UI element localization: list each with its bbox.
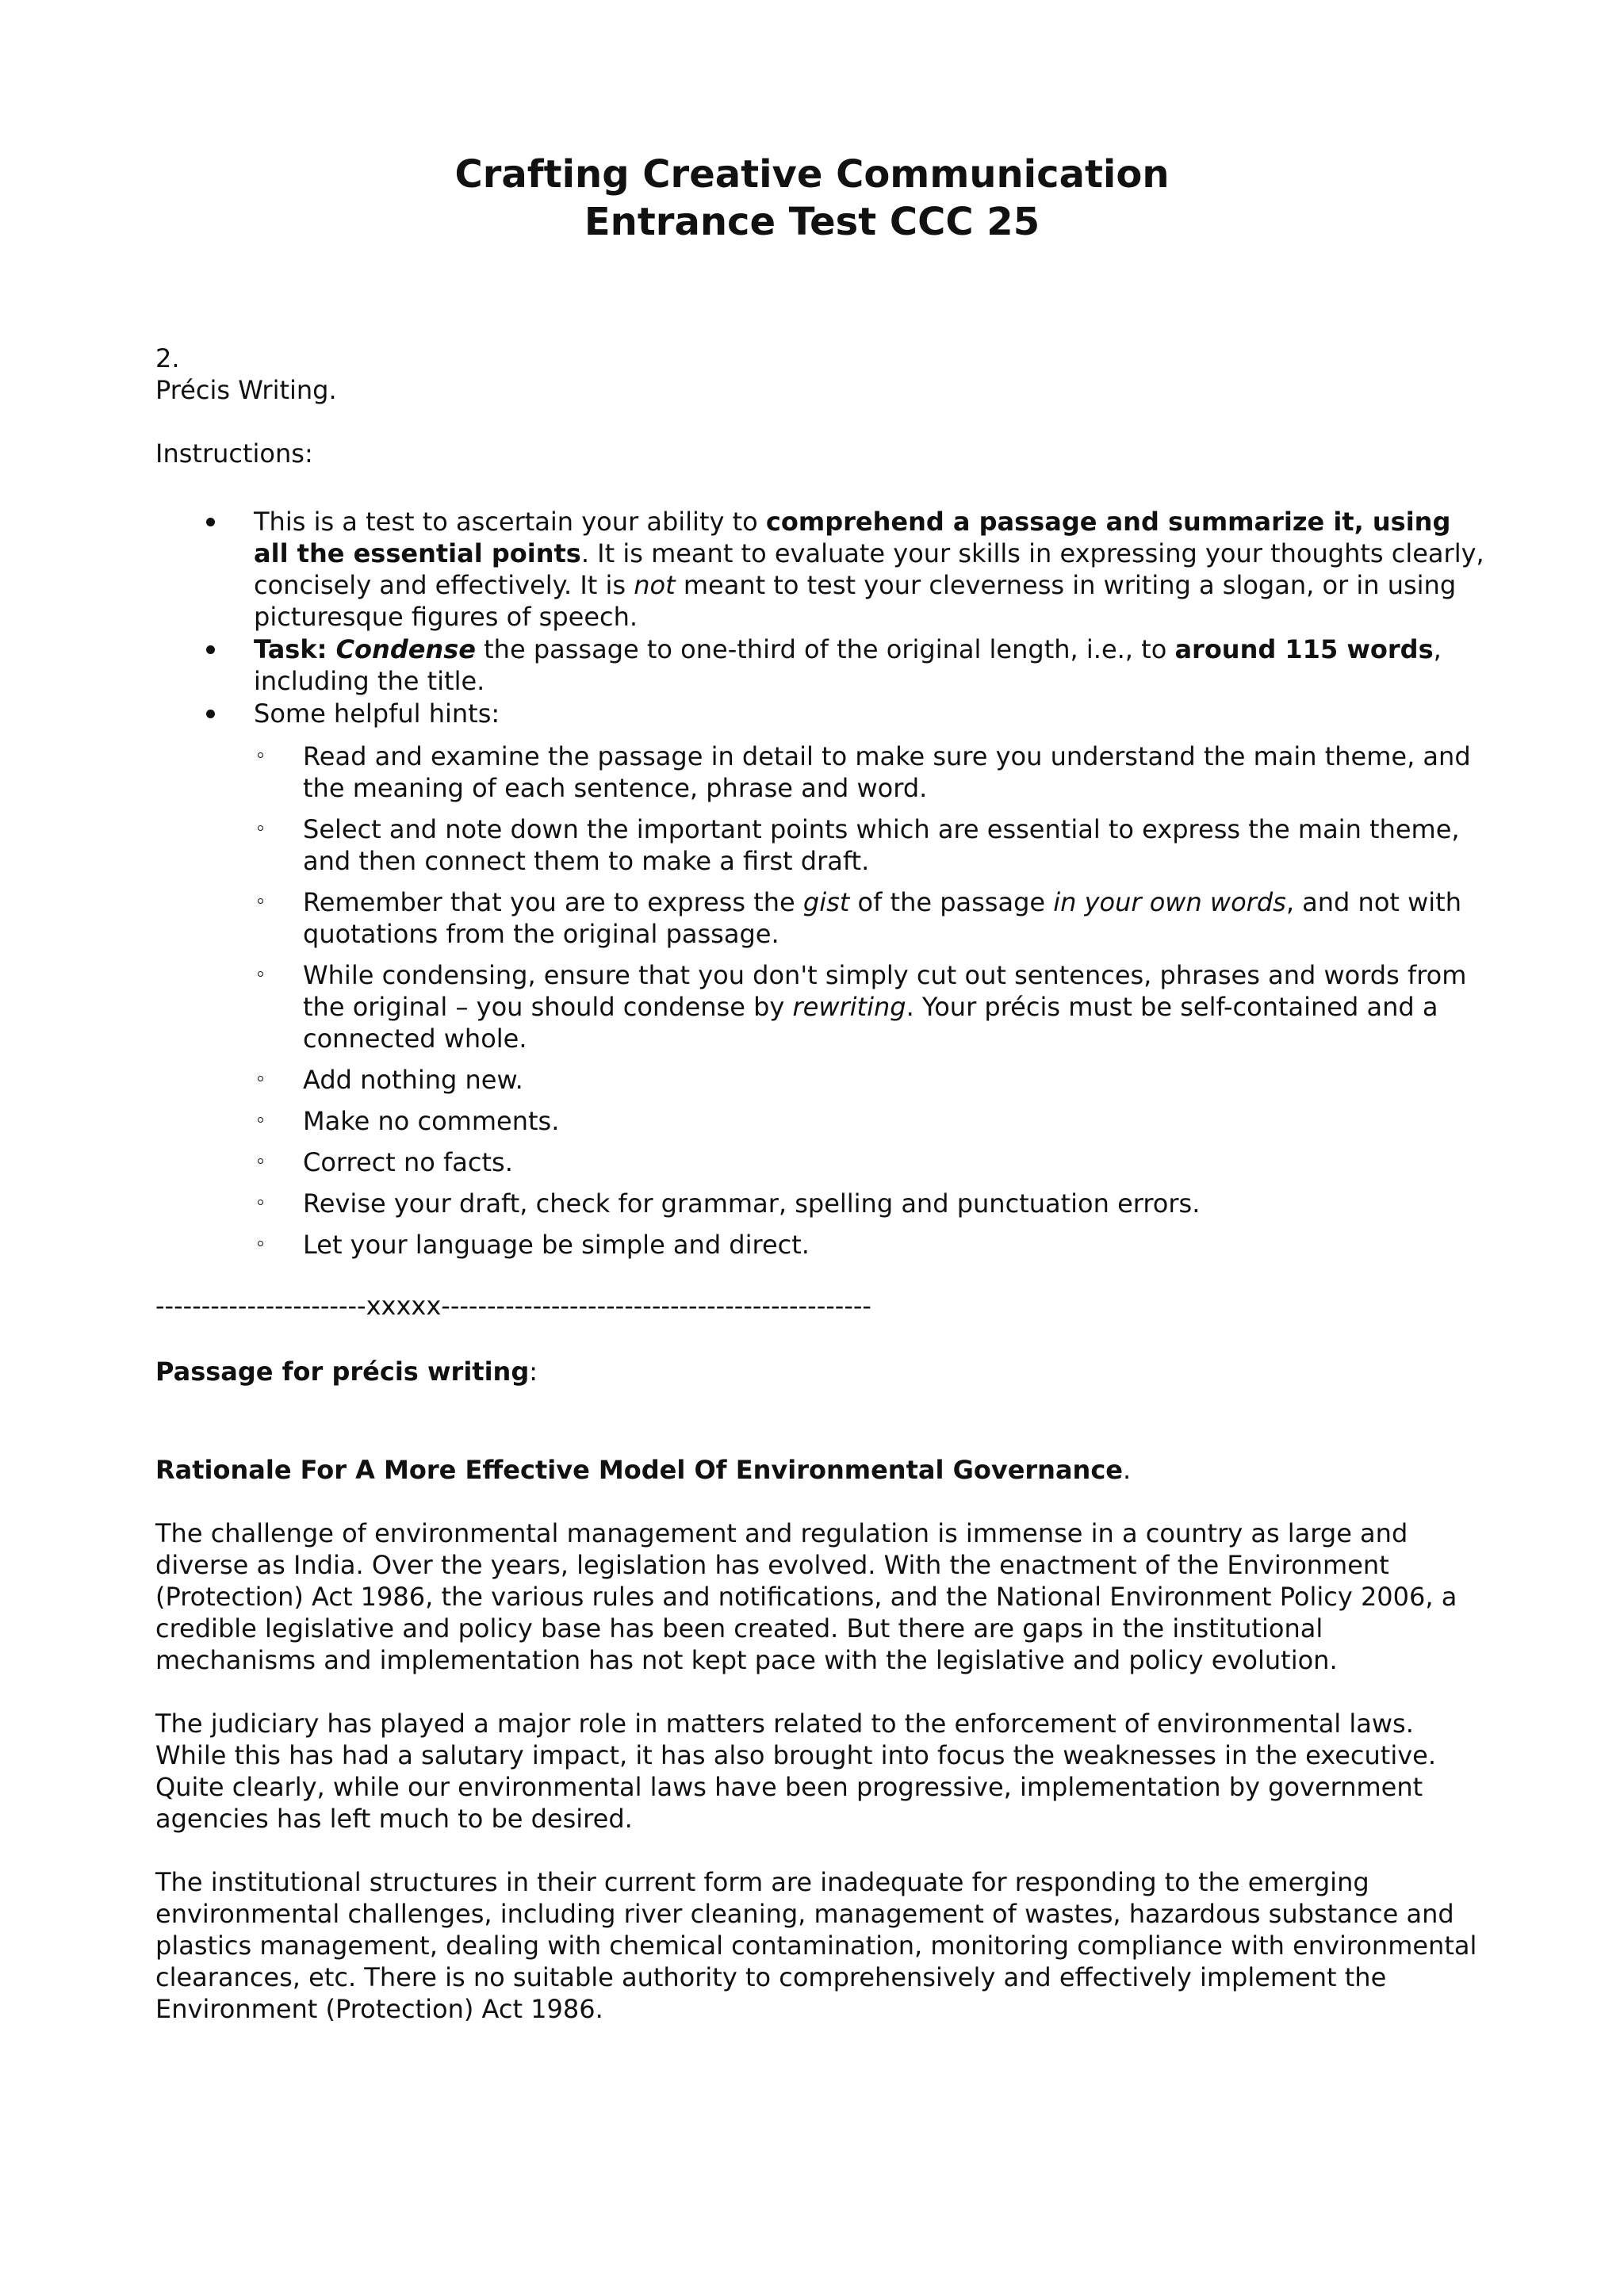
- hint-emphasis: gist: [802, 887, 850, 917]
- instruction-emphasis: not: [634, 570, 676, 600]
- hollow-bullet-icon: [258, 752, 263, 758]
- document-title: [0, 151, 1624, 246]
- hollow-bullet-icon: [258, 1200, 263, 1205]
- hollow-bullet-icon: [258, 1241, 263, 1246]
- hint-text: , and not with quotations from the original passage.: [303, 887, 1461, 949]
- hint-text: Read and examine the passage in detail to make sure you understand the main theme, and the meaning of each sentence, phrase and word.: [303, 741, 1471, 803]
- passage-paragraph-1: The challenge of environmental management and regulation is immense in a country as large and diverse as India. Over the years, legislation has evolved. With the enactment of the Environment (Protection) Act 1986, the various rules and notifications, and the National Environment Policy 2006, a credible legislative and policy base has been created. But there are gaps in the institutional mechanisms and implementation has not kept pace with the legislative and policy evolution.: [155, 1518, 1457, 1675]
- hints-list: [254, 740, 1488, 1261]
- hint-item: [254, 1064, 1488, 1096]
- hollow-bullet-icon: [258, 971, 263, 977]
- bullet-dot-icon: [206, 518, 215, 526]
- hint-text: Add nothing new.: [303, 1065, 523, 1095]
- hint-item: [254, 1188, 1488, 1219]
- instruction-list: [155, 506, 1488, 1270]
- passage-title-period: .: [1123, 1455, 1132, 1485]
- hint-item: [254, 959, 1488, 1054]
- hint-text: Let your language be simple and direct.: [303, 1230, 810, 1260]
- hint-text: Remember that you are to express the: [303, 887, 803, 917]
- bullet-dot-icon: [206, 645, 215, 654]
- hint-text: Select and note down the important points which are essential to express the main theme, and then connect them to make a first draft.: [303, 814, 1460, 876]
- instruction-text: . It is meant to evaluate your skills in expressing your thoughts clearly, concisely and effectively. It is: [254, 538, 1484, 600]
- hint-text: While condensing, ensure that you don't simply cut out sentences, phrases and words from the original – you should condense by: [303, 960, 1467, 1022]
- hint-item: [254, 1105, 1488, 1137]
- task-emphasis: Condense: [335, 634, 476, 664]
- hollow-bullet-icon: [258, 1076, 263, 1081]
- section-divider: -----------------------xxxxx-----------------------------------------------: [155, 1291, 871, 1321]
- instruction-text: the passage to one-third of the original length, i.e., to: [475, 634, 1175, 664]
- passage-paragraph-3: The institutional structures in their current form are inadequate for responding to the emerging environmental challenges, including river cleaning, management of wastes, hazardous substance and plastics management, dealing with chemical contamination, monitoring compliance with environmental clearances, etc. There is no suitable authority to comprehensively and effectively implement the Environment (Protection) Act 1986.: [155, 1867, 1477, 2024]
- passage-title: [155, 1454, 1488, 1486]
- passage-label: [155, 1356, 1488, 1387]
- hollow-bullet-icon: [258, 1158, 263, 1164]
- hint-emphasis: in your own words: [1053, 887, 1286, 917]
- hint-emphasis: rewriting: [792, 992, 906, 1022]
- hollow-bullet-icon: [258, 825, 263, 831]
- hint-text: Correct no facts.: [303, 1147, 513, 1177]
- hint-item: [254, 813, 1488, 877]
- hint-item: [254, 886, 1488, 950]
- hint-item: [254, 740, 1488, 804]
- hints-heading: Some helpful hints:: [254, 698, 500, 729]
- title-line-1: Crafting Creative Communication: [454, 152, 1170, 197]
- title-line-2: Entrance Test CCC 25: [584, 200, 1040, 244]
- hint-item: [254, 1229, 1488, 1261]
- hint-item: [254, 1146, 1488, 1178]
- instruction-text: meant to test your cleverness in writing a slogan, or in using picturesque figures of speech.: [254, 570, 1457, 632]
- hint-text: Make no comments.: [303, 1106, 560, 1136]
- hollow-bullet-icon: [258, 1117, 263, 1123]
- task-label: Task:: [254, 634, 336, 664]
- passage-label-text: Passage for précis writing: [155, 1357, 530, 1387]
- hint-text: Revise your draft, check for grammar, spelling and punctuation errors.: [303, 1188, 1201, 1219]
- hint-text: of the passage: [849, 887, 1054, 917]
- word-limit: around 115 words: [1174, 634, 1434, 664]
- passage-title-text: Rationale For A More Effective Model Of Environmental Governance: [155, 1455, 1123, 1485]
- passage-label-colon: :: [529, 1357, 538, 1387]
- hollow-bullet-icon: [258, 898, 263, 904]
- instructions-label: Instructions:: [155, 438, 313, 469]
- instruction-item-purpose: [155, 506, 1488, 633]
- instruction-item-task: [155, 633, 1488, 697]
- section-name: Précis Writing.: [155, 375, 337, 405]
- hint-text: . Your précis must be self-contained and a connected whole.: [303, 992, 1438, 1054]
- instruction-item-hints: [155, 698, 1488, 1261]
- instruction-text: This is a test to ascertain your ability to: [254, 507, 766, 537]
- instruction-emphasis: comprehend a passage and summarize it, using all the essential points: [254, 507, 1451, 568]
- passage-paragraph-2: The judiciary has played a major role in matters related to the enforcement of environmental laws. While this has had a salutary impact, it has also brought into focus the weaknesses in the executive. Quite clearly, while our environmental laws have been progressive, implementation by government agencies has left much to be desired.: [155, 1709, 1437, 1834]
- instruction-text: , including the title.: [254, 634, 1442, 696]
- question-number: 2.: [155, 343, 180, 373]
- bullet-dot-icon: [206, 710, 215, 718]
